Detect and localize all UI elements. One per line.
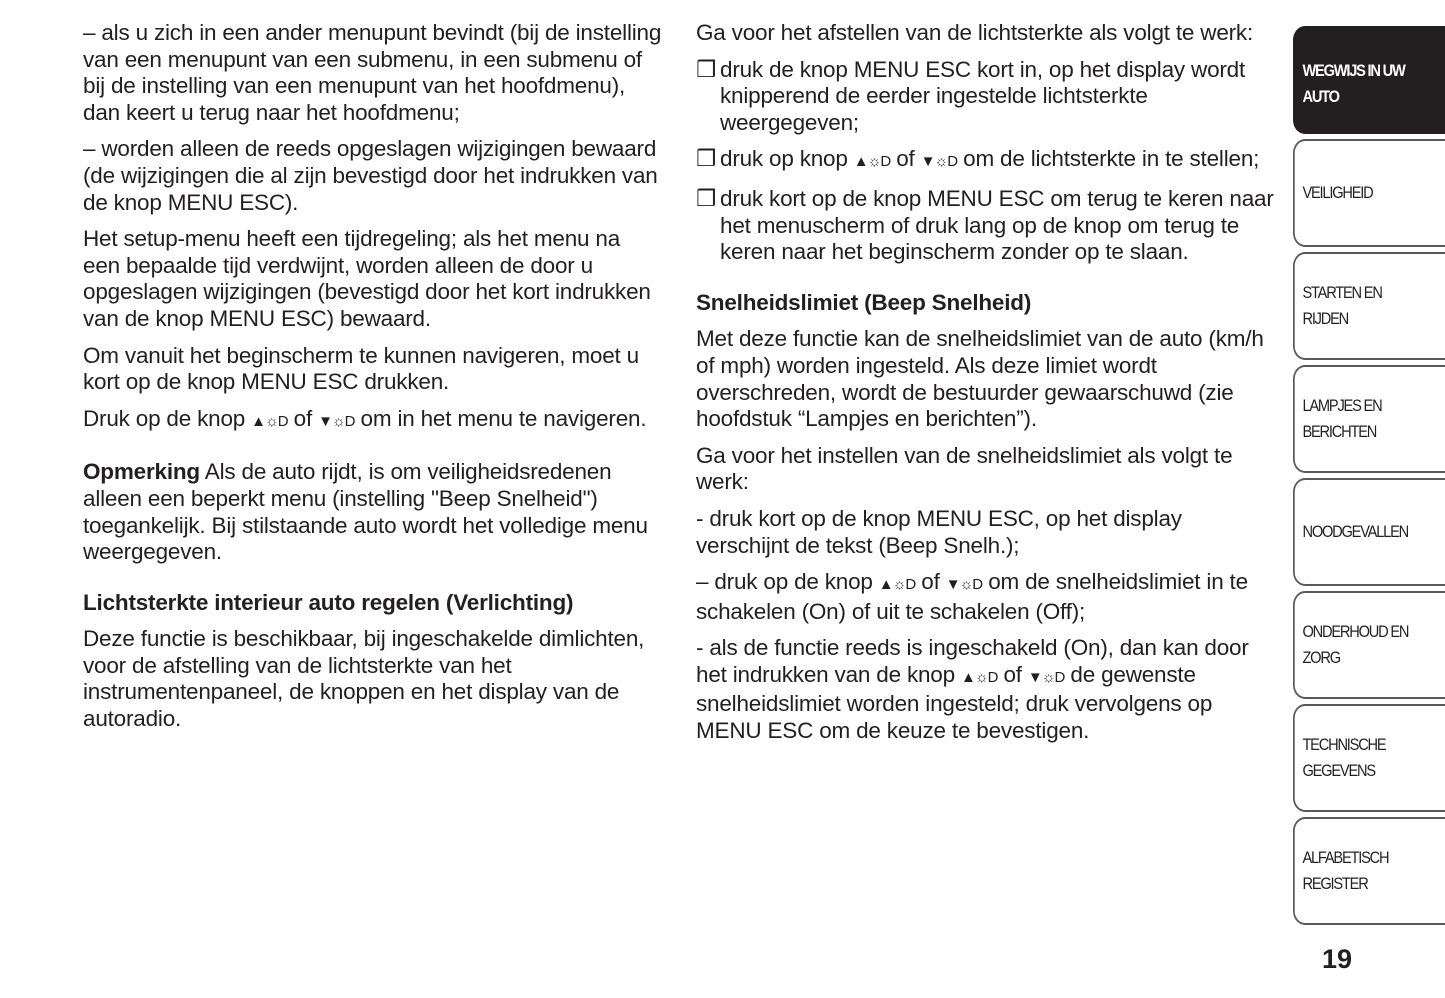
tab-label: TECHNISCHE GEGEVENS [1302, 735, 1386, 780]
text: of [287, 405, 319, 431]
paragraph: – als u zich in een ander menupunt bevindt (bij de instelling van een menupunt van een submenu, in een submenu of bij de instelling van een menupunt van het hoofdmenu), dan keert u terug naar het hoofdmenu; [83, 20, 662, 125]
brightness-up-icon: ▲☼D [961, 668, 998, 686]
bullet-item [696, 146, 1276, 176]
page-number: 19 [1322, 944, 1353, 974]
paragraph: Deze functie is beschikbaar, bij ingeschakelde dimlichten, voor de afstelling van de lichtsterkte van het instrumentenpaneel, de knoppen en het display van de autoradio. [83, 626, 645, 732]
text: de gewenste snelheidslimiet worden ingesteld; druk vervolgens op MENU ESC om de keuze te bevestigen. [696, 661, 1213, 744]
tab-lampjes-en-berichten[interactable] [1293, 365, 1445, 473]
tab-onderhoud-en-zorg[interactable] [1293, 591, 1445, 699]
text: om in het menu te navigeren. [354, 405, 647, 431]
tab-label: ONDERHOUD EN ZORG [1302, 622, 1409, 667]
section-heading-lighting: Lichtsterkte interieur auto regelen (Verlichting) [83, 589, 574, 615]
brightness-down-icon: ▼☼D [920, 153, 958, 171]
paragraph: Met deze functie kan de snelheidslimiet van de auto (km/h of mph) worden ingesteld. Als deze limiet wordt overschreden, wordt de bestuurder gewaarschuwd (zie hoofdstuk “Lampjes en berichten”). [696, 326, 1264, 432]
tab-noodgevallen[interactable] [1293, 478, 1445, 586]
note-text: Als de auto rijdt, is om veiligheidsredenen alleen een beperkt menu (instelling "Beep Snelheid") toegankelijk. Bij stilstaande auto wordt het volledige menu weergegeven. [83, 459, 648, 565]
brightness-down-icon: ▼☼D [318, 412, 355, 430]
note-label: Opmerking [83, 459, 200, 485]
text: – druk op de knop [696, 569, 879, 595]
brightness-down-icon: ▼☼D [945, 576, 983, 594]
paragraph [696, 635, 1276, 744]
chapter-tabs [1293, 26, 1445, 930]
bullet-text: druk kort op de knop MENU ESC om terug te keren naar het menuscherm of druk lang op de knop om terug te keren naar het beginscherm zonder op te slaan. [720, 185, 1274, 265]
brightness-down-icon: ▼☼D [1027, 668, 1065, 686]
text: of [890, 146, 921, 172]
text: of [915, 569, 946, 595]
tab-wegwijs-in-uw-auto[interactable] [1293, 26, 1445, 134]
paragraph: Ga voor het afstellen van de lichtsterkte als volgt te werk: [696, 20, 1254, 45]
bullet-item [696, 57, 1276, 137]
tab-starten-en-rijden[interactable] [1293, 252, 1445, 360]
brightness-up-icon: ▲☼D [878, 576, 916, 594]
left-column [83, 20, 663, 743]
checkbox-bullet-icon: ❒ [696, 56, 716, 82]
text: - als de functie reeds is ingeschakeld (On), dan kan door het indrukken van de knop [696, 635, 1249, 687]
tab-label: WEGWIJS IN UW AUTO [1302, 61, 1405, 106]
bullet-item [696, 186, 1276, 266]
tab-veiligheid[interactable] [1293, 139, 1445, 247]
text: of [997, 661, 1028, 687]
bullet-text: druk de knop MENU ESC kort in, op het display wordt knipperend de eerder ingestelde lichtsterkte weergegeven; [720, 56, 1246, 135]
tab-technische-gegevens[interactable] [1293, 704, 1445, 812]
tab-label: STARTEN EN RIJDEN [1302, 283, 1382, 328]
brightness-up-icon: ▲☼D [251, 412, 288, 430]
tab-label: ALFABETISCH REGISTER [1302, 848, 1389, 893]
paragraph: Om vanuit het beginscherm te kunnen navigeren, moet u kort op de knop MENU ESC drukken. [83, 342, 639, 395]
tab-label: NOODGEVALLEN [1302, 522, 1408, 541]
paragraph: Het setup-menu heeft een tijdregeling; als het menu na een bepaalde tijd verdwijnt, worden alleen de door u opgeslagen wijzigingen (bevestigd door het kort indrukken van de knop MENU ESC) bewaard. [83, 226, 651, 331]
note-paragraph [83, 459, 663, 565]
checkbox-bullet-icon: ❒ [696, 146, 716, 172]
text: druk op knop [720, 146, 854, 172]
section-heading-speed-limit: Snelheidslimiet (Beep Snelheid) [696, 289, 1032, 315]
text: Druk op de knop [83, 405, 252, 431]
paragraph: Ga voor het instellen van de snelheidslimiet als volgt te werk: [696, 442, 1233, 495]
text: om de lichtsterkte in te stellen; [957, 146, 1260, 172]
paragraph-navigate [83, 406, 663, 436]
tab-label: VEILIGHEID [1302, 183, 1373, 202]
brightness-up-icon: ▲☼D [853, 153, 891, 171]
paragraph [696, 569, 1276, 625]
tab-alfabetisch-register[interactable] [1293, 817, 1445, 925]
paragraph: - druk kort op de knop MENU ESC, op het display verschijnt de tekst (Beep Snelh.); [696, 505, 1182, 558]
checkbox-bullet-icon: ❒ [696, 185, 716, 211]
paragraph: – worden alleen de reeds opgeslagen wijzigingen bewaard (de wijzigingen die al zijn bevestigd door het indrukken van de knop MENU ESC). [83, 136, 658, 215]
tab-label: LAMPJES EN BERICHTEN [1302, 396, 1382, 441]
right-column [696, 20, 1276, 755]
text: om de snelheidslimiet in te schakelen (On) of uit te schakelen (Off); [696, 569, 1248, 624]
